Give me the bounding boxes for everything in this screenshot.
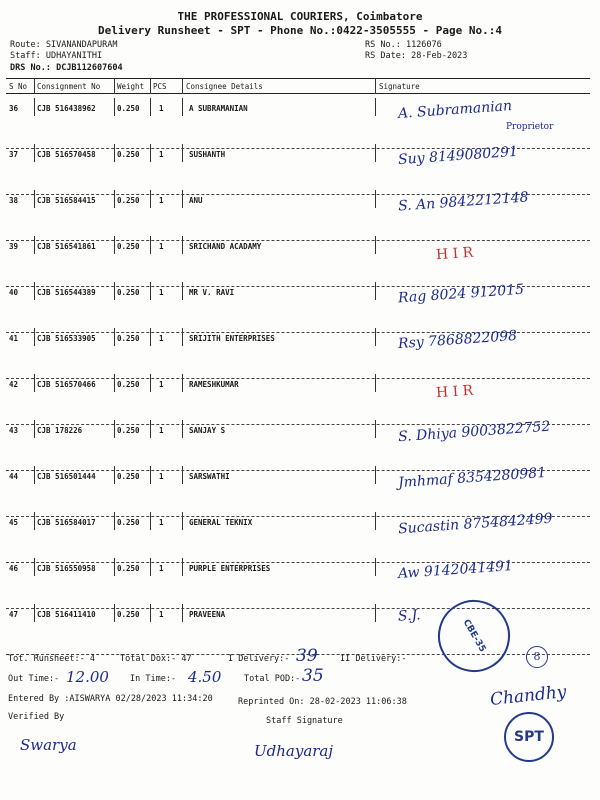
col-divider	[150, 466, 151, 484]
col-divider	[150, 328, 151, 346]
row-separator	[6, 240, 590, 241]
col-divider	[375, 190, 376, 208]
row-consignee: A SUBRAMANIAN	[189, 104, 248, 113]
col-divider	[150, 144, 151, 162]
row-consignment-no: CJB 516541861	[37, 242, 96, 251]
col-divider	[182, 512, 183, 530]
col-divider	[182, 282, 183, 300]
col-divider	[34, 374, 35, 392]
col-divider	[150, 558, 151, 576]
col-divider	[34, 466, 35, 484]
i-delivery-value: 39	[296, 646, 318, 666]
rs-no-value: 1126076	[405, 40, 442, 50]
col-divider	[150, 98, 151, 116]
verified-by-label: Verified By	[8, 712, 65, 722]
row-consignee: RAMESHKUMAR	[189, 380, 239, 389]
header-pcs: PCS	[153, 82, 167, 91]
total-runsheet-value: 4	[89, 654, 96, 664]
row-sno: 38	[9, 196, 19, 205]
table-row	[6, 464, 590, 518]
col-divider	[34, 190, 35, 208]
row-weight: 0.250	[117, 150, 140, 159]
col-divider	[34, 78, 35, 94]
table-row	[6, 281, 590, 334]
col-divider	[114, 236, 115, 254]
col-divider	[34, 328, 35, 346]
row-sno: 43	[9, 426, 19, 435]
row-pcs: 1	[159, 150, 164, 159]
col-divider	[114, 78, 115, 94]
row-separator	[6, 608, 590, 609]
col-divider	[114, 604, 115, 622]
total-runsheet-label: Tot. Runsheet:-	[8, 654, 85, 664]
staff-label: Staff:	[10, 51, 41, 61]
col-divider	[375, 282, 376, 300]
row-signature: Sucastin 8754842499	[397, 510, 553, 538]
col-divider	[375, 374, 376, 392]
header-consignee: Consignee Details	[186, 82, 263, 91]
row-pcs: 1	[159, 472, 164, 481]
verified-signature: Swarya	[20, 736, 77, 754]
staff-signature-label: Staff Signature	[266, 716, 343, 726]
row-consignment-no: CJB 516570466	[37, 380, 96, 389]
reprinted-on: Reprinted On: 28-02-2023 11:06:38	[238, 697, 407, 707]
rs-no-line	[365, 40, 442, 50]
i-delivery	[228, 654, 289, 664]
row-consignment-no: CJB 516584017	[37, 518, 96, 527]
row-signature-title: Proprietor	[506, 122, 554, 132]
runsheet-title: Delivery Runsheet - SPT - Phone No.:0422-3505555 - Page No.:4	[98, 24, 502, 37]
company-title: THE PROFESSIONAL COURIERS, Coimbatore	[177, 10, 423, 23]
in-time-value: 4.50	[188, 668, 222, 686]
row-consignee: ANU	[189, 196, 203, 205]
out-time-value: 12.00	[66, 668, 109, 686]
row-sno: 44	[9, 472, 19, 481]
row-signature: Jmhmaf 8354280981	[397, 464, 547, 492]
in-time-label: In Time:-	[130, 674, 177, 684]
total-dox	[120, 654, 192, 664]
row-signature: S. An 9842212148	[397, 189, 530, 215]
table-top-rule	[6, 78, 590, 79]
row-consignment-no: CJB 516544389	[37, 288, 96, 297]
col-divider	[182, 236, 183, 254]
row-pcs: 1	[159, 196, 164, 205]
row-consignee: SUSHANTH	[189, 150, 226, 159]
col-divider	[34, 420, 35, 438]
col-divider	[150, 374, 151, 392]
row-weight: 0.250	[117, 196, 140, 205]
row-weight: 0.250	[117, 288, 140, 297]
col-divider	[34, 604, 35, 622]
table-row	[6, 510, 590, 564]
col-divider	[182, 466, 183, 484]
row-signature: S. Dhiya 9003822752	[397, 418, 551, 446]
row-consignee: SRICHAND ACADAMY	[189, 242, 262, 251]
col-divider	[375, 512, 376, 530]
row-pcs: 1	[159, 242, 164, 251]
row-pcs: 1	[159, 518, 164, 527]
row-consignment-no: CJB 516411410	[37, 610, 96, 619]
row-weight: 0.250	[117, 472, 140, 481]
row-weight: 0.250	[117, 426, 140, 435]
row-pcs: 1	[159, 426, 164, 435]
total-runsheet	[8, 654, 95, 664]
table-row	[6, 380, 590, 426]
col-divider	[375, 328, 376, 346]
col-divider	[182, 78, 183, 94]
row-signature: Aw 9142041491	[397, 558, 514, 582]
col-divider	[182, 144, 183, 162]
col-divider	[182, 558, 183, 576]
row-consignee: PRAVEENA	[189, 610, 226, 619]
col-divider	[114, 420, 115, 438]
col-divider	[34, 144, 35, 162]
col-divider	[114, 190, 115, 208]
col-divider	[114, 282, 115, 300]
rs-date-label: RS Date:	[365, 51, 406, 61]
col-divider	[34, 98, 35, 116]
row-sno: 46	[9, 564, 19, 573]
col-divider	[114, 144, 115, 162]
col-divider	[150, 78, 151, 94]
col-divider	[182, 190, 183, 208]
table-row	[6, 189, 590, 242]
row-signature: Rsy 7868822098	[397, 327, 518, 353]
row-weight: 0.250	[117, 242, 140, 251]
spt-stamp: SPT	[504, 712, 554, 762]
col-divider	[114, 466, 115, 484]
row-signature: H I R	[435, 244, 474, 264]
row-consignee: SRIJITH ENTERPRISES	[189, 334, 275, 343]
row-consignment-no: CJB 516501444	[37, 472, 96, 481]
header-weight: Weight	[117, 82, 145, 91]
row-weight: 0.250	[117, 564, 140, 573]
out-time-label: Out Time:-	[8, 674, 60, 684]
total-dox-value: 47	[181, 654, 192, 664]
round-office-stamp: CBE-35	[425, 587, 523, 685]
row-pcs: 1	[159, 104, 164, 113]
table-header-rule	[6, 93, 590, 94]
row-signature: Suy 8149080291	[397, 143, 519, 169]
row-consignee: SARSWATHI	[189, 472, 230, 481]
row-consignee: PURPLE ENTERPRISES	[189, 564, 271, 573]
row-weight: 0.250	[117, 334, 140, 343]
header-sno: S No	[9, 82, 28, 91]
row-separator	[6, 378, 590, 379]
col-divider	[375, 98, 376, 116]
table-row	[6, 327, 590, 380]
route-label: Route:	[10, 40, 41, 50]
table-row	[6, 242, 590, 288]
rs-no-label: RS No.:	[365, 40, 401, 50]
drs-line	[10, 63, 123, 73]
col-divider	[375, 558, 376, 576]
row-sno: 45	[9, 518, 19, 527]
row-consignee: SANJAY S	[189, 426, 226, 435]
col-divider	[150, 282, 151, 300]
row-sno: 42	[9, 380, 19, 389]
col-divider	[375, 236, 376, 254]
row-pcs: 1	[159, 610, 164, 619]
col-divider	[34, 558, 35, 576]
header-consignment: Consignment No	[37, 82, 101, 91]
checker-signature: Chandhy	[489, 682, 568, 710]
col-divider	[114, 98, 115, 116]
col-divider	[150, 190, 151, 208]
ii-delivery-label: II Delivery:-	[340, 654, 407, 664]
header-signature: Signature	[379, 82, 420, 91]
col-divider	[375, 466, 376, 484]
row-pcs: 1	[159, 334, 164, 343]
row-consignment-no: CJB 516570458	[37, 150, 96, 159]
row-pcs: 1	[159, 288, 164, 297]
col-divider	[182, 98, 183, 116]
rs-date-line	[365, 51, 467, 61]
i-delivery-label: I Delivery:-	[228, 654, 290, 664]
col-divider	[150, 420, 151, 438]
row-consignment-no: CJB 516533905	[37, 334, 96, 343]
rs-date-value: 28-Feb-2023	[411, 51, 468, 61]
table-row	[6, 418, 590, 472]
route-value: SIVANANDAPURAM	[45, 40, 118, 50]
row-sno: 37	[9, 150, 19, 159]
row-signature: Rag 8024 912015	[397, 281, 525, 307]
col-divider	[114, 512, 115, 530]
route-line	[10, 40, 118, 50]
col-divider	[34, 236, 35, 254]
table-row	[6, 143, 590, 196]
col-divider	[114, 374, 115, 392]
row-consignment-no: CJB 516438962	[37, 104, 96, 113]
col-divider	[375, 420, 376, 438]
circled-number-mark: 8	[526, 646, 548, 668]
row-consignment-no: CJB 516584415	[37, 196, 96, 205]
row-sno: 41	[9, 334, 19, 343]
drs-label: DRS No.:	[10, 63, 51, 73]
row-sno: 39	[9, 242, 19, 251]
row-signature: H I R	[435, 382, 474, 402]
drs-value: DCJB112607604	[56, 63, 123, 73]
entered-by: Entered By :AISWARYA 02/28/2023 11:34:20	[8, 694, 213, 704]
col-divider	[182, 328, 183, 346]
row-weight: 0.250	[117, 104, 140, 113]
row-weight: 0.250	[117, 518, 140, 527]
staff-signature: Udhayaraj	[254, 742, 334, 760]
col-divider	[182, 604, 183, 622]
col-divider	[375, 78, 376, 94]
ii-delivery	[340, 654, 407, 664]
col-divider	[375, 604, 376, 622]
staff-line	[10, 51, 102, 61]
col-divider	[182, 420, 183, 438]
row-pcs: 1	[159, 380, 164, 389]
total-dox-label: Total Dox:-	[120, 654, 177, 664]
row-sno: 40	[9, 288, 19, 297]
staff-value: UDHAYANITHI	[45, 51, 103, 61]
table-row	[6, 558, 590, 610]
col-divider	[114, 558, 115, 576]
row-weight: 0.250	[117, 610, 140, 619]
col-divider	[114, 328, 115, 346]
total-pod-label: Total POD:-	[244, 674, 301, 684]
row-weight: 0.250	[117, 380, 140, 389]
row-consignee: GENERAL TEKNIX	[189, 518, 253, 527]
col-divider	[150, 604, 151, 622]
row-consignment-no: CJB 516550958	[37, 564, 96, 573]
col-divider	[375, 144, 376, 162]
col-divider	[182, 374, 183, 392]
table-row	[6, 98, 590, 150]
row-sno: 47	[9, 610, 19, 619]
total-pod-value: 35	[302, 666, 324, 686]
row-consignment-no: CJB 178226	[37, 426, 83, 435]
col-divider	[150, 236, 151, 254]
col-divider	[34, 282, 35, 300]
row-signature: A. Subramanian	[397, 98, 513, 122]
row-sno: 36	[9, 104, 19, 113]
row-pcs: 1	[159, 564, 164, 573]
col-divider	[150, 512, 151, 530]
row-signature: S.J.	[397, 607, 422, 625]
row-consignee: MR V. RAVI	[189, 288, 235, 297]
col-divider	[34, 512, 35, 530]
